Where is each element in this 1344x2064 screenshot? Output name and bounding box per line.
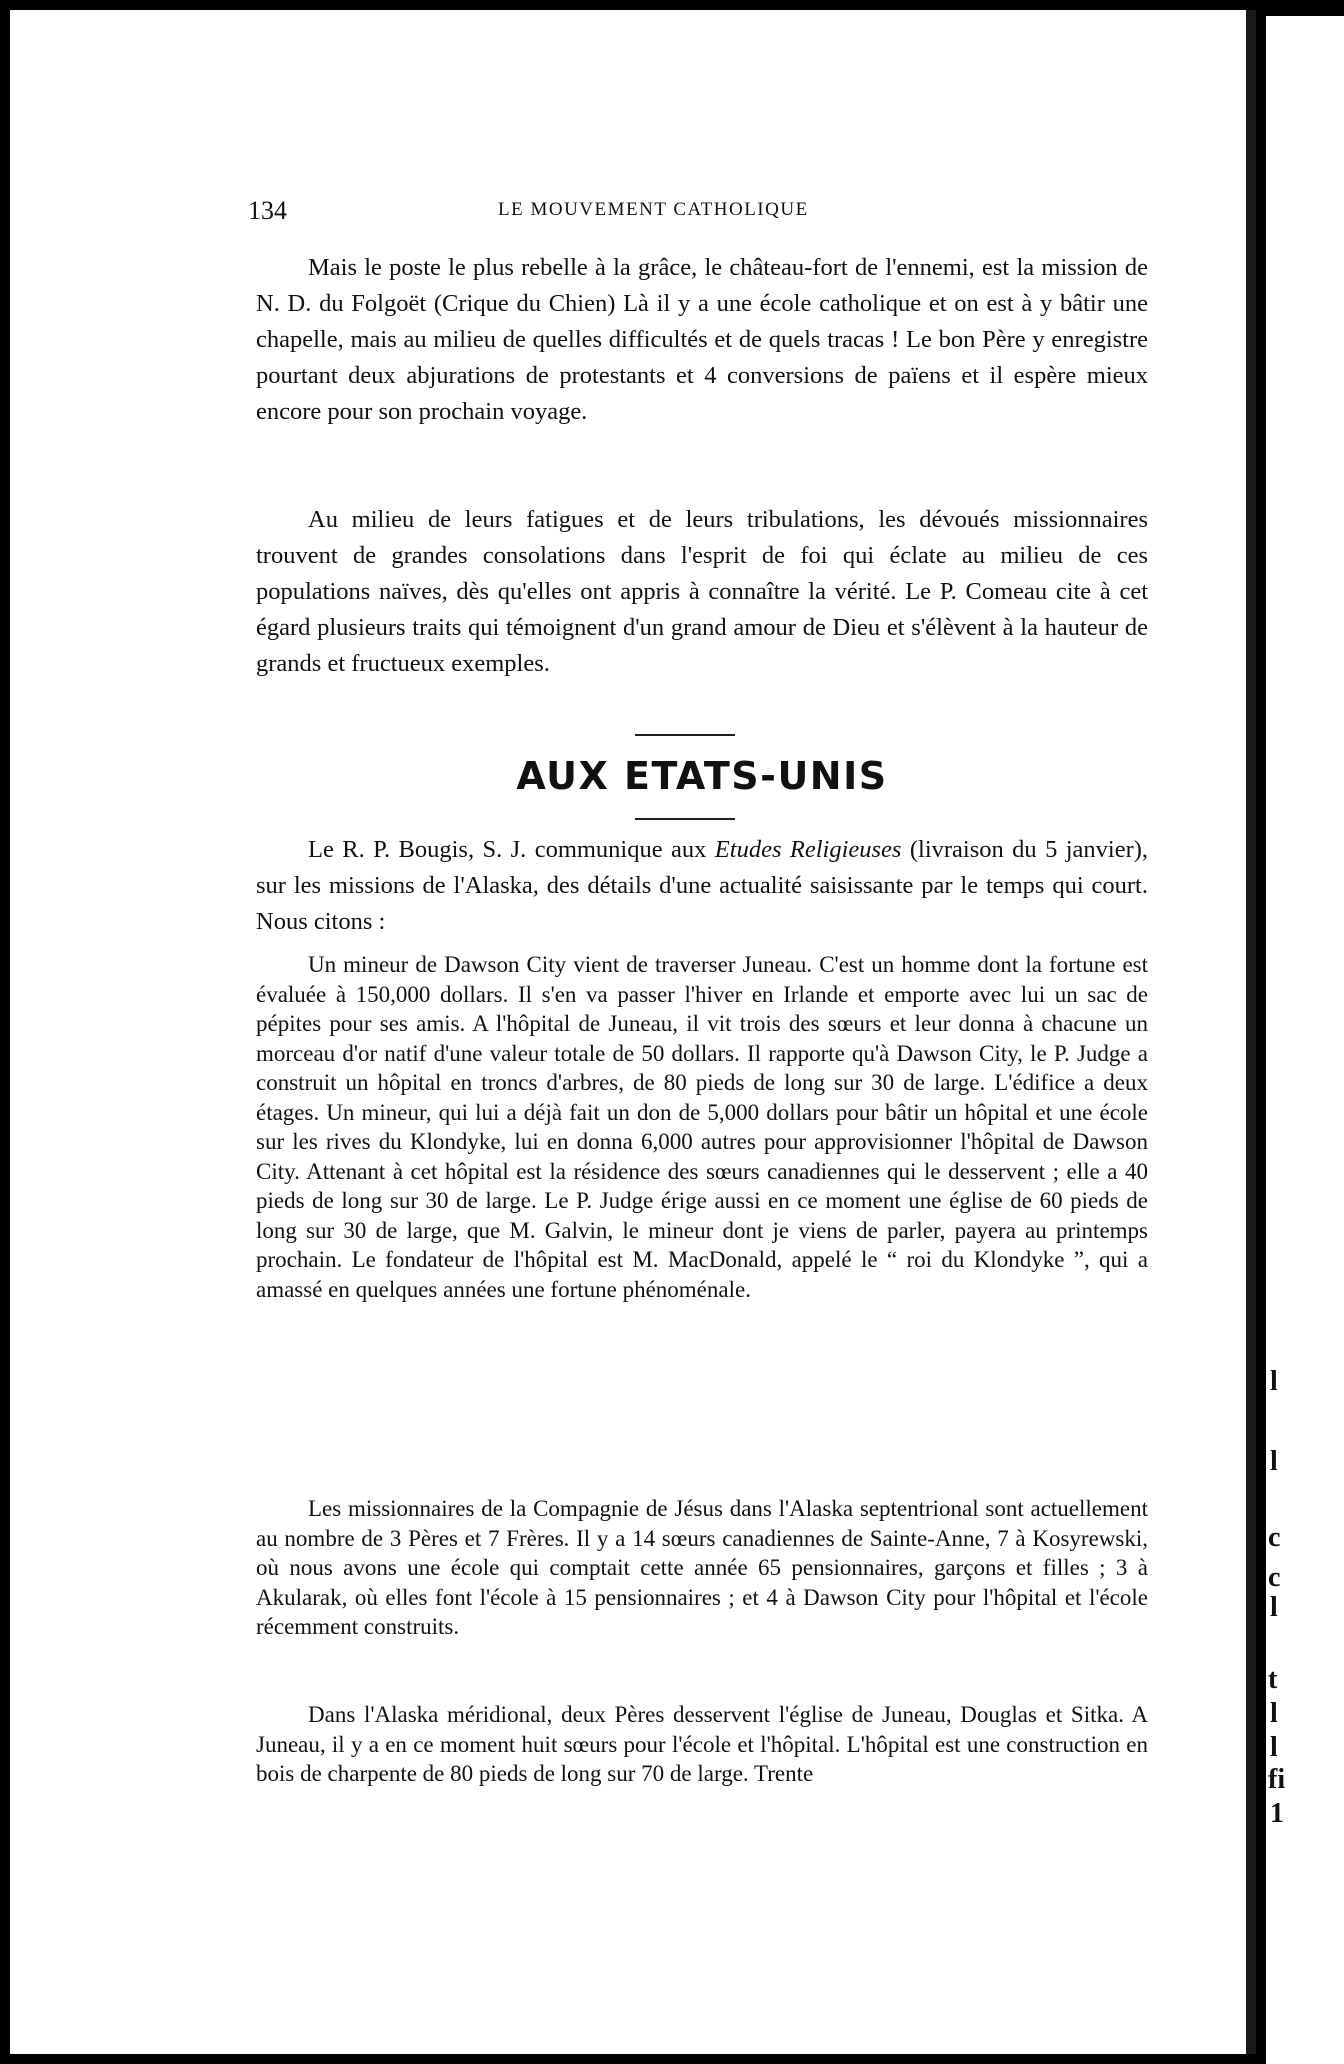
edge-glyph: fi — [1268, 1764, 1286, 1795]
page-number: 134 — [248, 196, 287, 225]
edge-glyph: t — [1268, 1664, 1278, 1695]
edge-glyph: l — [1270, 1592, 1278, 1623]
journal-etudes-religieuses: Etudes Religieuses — [714, 836, 902, 863]
paragraph-dawson-miner: Un mineur de Dawson City vient de traverser Juneau. C'est un homme dont la fortune est évaluée à 150,000 dollars. Il s'en va passer l'hiver en Irlande et emporte avec lui un sac de pépites pour ses amis. A l'hôpital de Juneau, il vit trois des sœurs et leur donna à chacune un morceau d'or natif d'une valeur totale de 50 dollars. Il rapporte qu'à Dawson City, le P. Judge a construit un hôpital en troncs d'arbres, de 80 pieds de long sur 30 de large. L'édifice a deux étages. Un mineur, qui lui a déjà fait un don de 5,000 dollars pour bâtir un hôpital et une école sur les rives du Klondyke, lui en donna 6,000 autres pour approvisionner l'hôpital de Dawson City. Attenant à cet hôpital est la résidence des sœurs canadiennes qui le desservent ; elle a 40 pieds de long sur 30 de large. Le P. Judge érige aussi en ce moment une église de 60 pieds de long sur 30 de large, que M. Galvin, le mineur dont je viens de parler, payera au printemps prochain. Le fondateur de l'hôpital est M. MacDonald, appelé le “ roi du Klondyke ”, qui a amassé en quelques années une fortune phénoménale. — [256, 952, 1148, 1302]
book-page — [10, 10, 1256, 2054]
journal-title: LE MOUVEMENT CATHOLIQUE — [498, 199, 809, 220]
adjacent-page-edge — [1266, 16, 1344, 2064]
paragraph-northern-alaska: Les missionnaires de la Compagnie de Jésus dans l'Alaska septentrional sont actuellement au nombre de 3 Pères et 7 Frères. Il y a 14 sœurs canadiennes de Sainte-Anne, 7 à Kosyrewski, où nous avons une école qui comptait cette année 65 pensionnaires, garçons et filles ; 3 à Akularak, où elles font l'école à 15 pensionnaires ; et 4 à Dawson City pour l'hôpital et l'école récemment construits. — [256, 1496, 1148, 1639]
running-head — [248, 196, 1148, 226]
edge-glyph: l — [1270, 1698, 1278, 1729]
edge-glyph: c — [1268, 1562, 1281, 1593]
section-heading: AUX ETATS-UNIS — [516, 754, 888, 798]
paragraph-consolations: Au milieu de leurs fatigues et de leurs tribulations, les dévoués missionnaires trouvent de grandes consolations dans l'esprit de foi qui éclate au milieu de ces populations naïves, dès qu'elles ont appris à connaître la vérité. Le P. Comeau cite à cet égard plusieurs traits qui témoignent d'un grand amour de Dieu et s'élèvent à la hauteur de grands et fructueux exemples. — [256, 506, 1148, 677]
paragraph-bougis-end: (livraison du 5 janvier), sur les missions de l'Alaska, des détails d'une actualité saisissante par le temps qui court. Nous citons : — [256, 836, 1149, 935]
rule-below-heading — [635, 818, 735, 820]
paragraph-folgoet: Mais le poste le plus rebelle à la grâce, le château-fort de l'ennemi, est la mission de N. D. du Folgoët (Crique du Chien) Là il y a une école catholique et on est à y bâtir une chapelle, mais au milieu de quelles difficultés et de quels tracas ! Le bon Père y enregistre pourtant deux abjurations de protestants et 4 conversions de païens et il espère mieux encore pour son prochain voyage. — [256, 254, 1148, 425]
edge-glyph: l — [1270, 1732, 1278, 1763]
paragraph-bougis-start: Le R. P. Bougis, S. J. communique aux — [308, 836, 707, 863]
edge-glyph: l — [1270, 1446, 1278, 1477]
paragraph-bougis — [256, 832, 1148, 940]
paragraph-southern-alaska: Dans l'Alaska méridional, deux Pères desservent l'église de Juneau, Douglas et Sitka. A Juneau, il y a en ce moment huit sœurs pour l'école et l'hôpital. L'hôpital est une construction en bois de charpente de 80 pieds de long sur 70 de large. Trente — [256, 1702, 1148, 1786]
edge-glyph: 1 — [1270, 1798, 1284, 1829]
edge-glyph: c — [1268, 1522, 1281, 1553]
rule-above-heading — [635, 734, 735, 736]
edge-glyph: l — [1270, 1366, 1278, 1397]
